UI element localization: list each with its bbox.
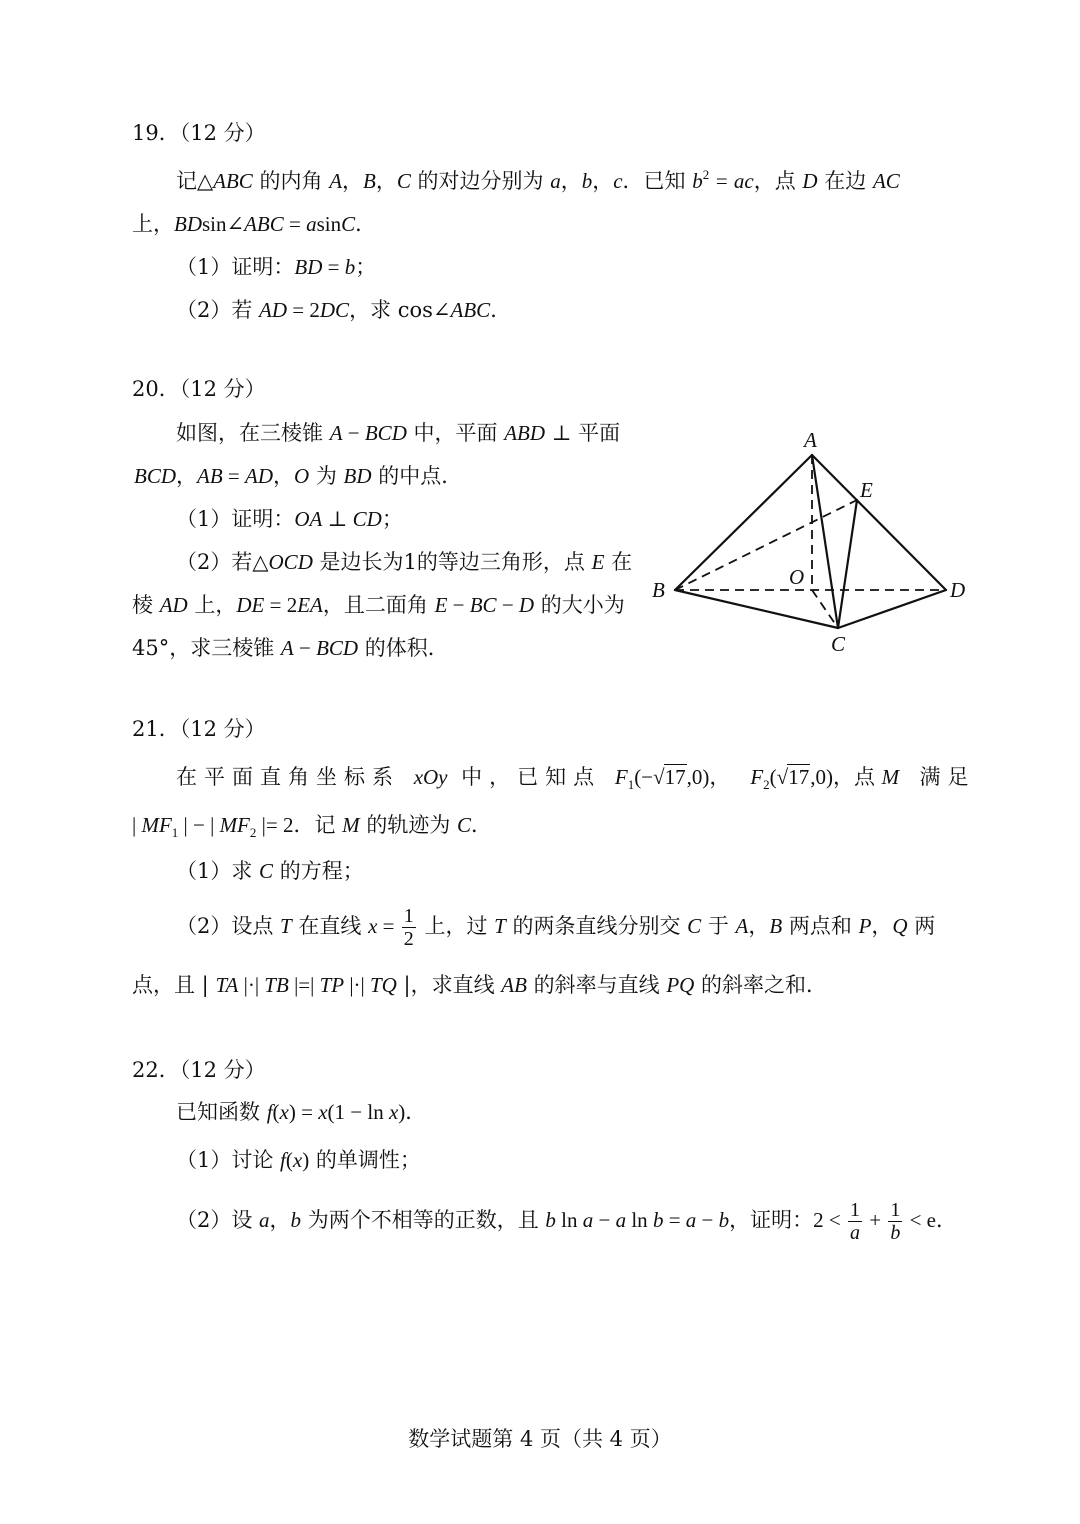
fraction-one-over-b: $\frac{1}{b}$ bbox=[890, 1199, 901, 1244]
q19-part2: （2）若 AD = 2DC，求 cos∠ABC． bbox=[176, 298, 512, 322]
label-c: C bbox=[831, 632, 846, 656]
q22-heading: 22．（12 分） bbox=[132, 1058, 266, 1082]
q20-part2-line3: 45°，求三棱锥 A − BCD 的体积． bbox=[132, 636, 449, 660]
edge-bc bbox=[675, 590, 838, 628]
q20-part1: （1）证明：OA ⊥ CD； bbox=[176, 507, 403, 531]
q20-stem-line2: BCD，AB = AD，O 为 BD 的中点． bbox=[134, 464, 463, 488]
edge-ad bbox=[812, 455, 946, 590]
q21-stem-line2: | $MF_1$ | − | $MF_2$ |= 2．记 M 的轨迹为 C． bbox=[132, 813, 493, 840]
q20-heading: 20．（12 分） bbox=[132, 377, 266, 401]
q22-part1: （1）讨论 f(x) 的单调性； bbox=[176, 1148, 421, 1172]
edge-ac bbox=[812, 455, 838, 628]
q20-part2-line1: （2）若△OCD 是边长为1的等边三角形，点 E 在 bbox=[176, 550, 633, 574]
q21-part1: （1）求 C 的方程； bbox=[176, 859, 364, 883]
label-e: E bbox=[860, 478, 873, 502]
q21-stem-line1: 在平面直角坐标系 xOy 中，已知点 $F_1(-√17,0)$， $F_2(√17,0)$，点 M 满足 bbox=[176, 765, 976, 792]
pyramid-figure bbox=[640, 420, 980, 665]
label-o: O bbox=[789, 565, 805, 589]
q21-heading: 21．（12 分） bbox=[132, 717, 266, 741]
label-b: B bbox=[652, 578, 665, 602]
q20-part2-line2: 棱 AD 上，DE = 2EA，且二面角 E − BC − D 的大小为 bbox=[132, 593, 625, 617]
q21-part2-line1: （2）设点 T 在直线 x = $\frac{1}{2}$ 上，过 T 的两条直线分别交 C 于 A，B 两点和 P，Q 两 bbox=[176, 905, 936, 950]
q19-heading: 19．（12 分） bbox=[132, 121, 266, 145]
q22-stem: 已知函数 f(x) = x(1 − ln x)． bbox=[176, 1100, 427, 1124]
edge-cd bbox=[838, 590, 946, 628]
q19-stem-line2: 上，BDsin∠ABC = asinC． bbox=[132, 212, 377, 236]
label-d: D bbox=[950, 578, 966, 602]
q22-part2: （2）设 a，b 为两个不相等的正数，且 b ln a − a ln b = a − b，证明：2 < $\frac{1}{a}$ + $\frac{1}{b}$ < e． bbox=[176, 1199, 957, 1244]
q19-part1: （1）证明：BD = b； bbox=[176, 255, 377, 279]
page-footer: 数学试题第 4 页（共 4 页） bbox=[408, 1427, 672, 1451]
label-a: A bbox=[804, 428, 817, 452]
q21-part2-line2: 点，且 | TA |·| TB |=| TP |·| TQ |，求直线 AB 的斜率与直线 PQ 的斜率之和． bbox=[132, 973, 827, 997]
fraction-one-half: $\frac{1}{2}$ bbox=[403, 905, 414, 950]
edge-ce bbox=[838, 500, 857, 628]
q20-stem-line1: 如图，在三棱锥 A − BCD 中，平面 ABD ⊥ 平面 bbox=[176, 421, 621, 445]
q19-stem-line1: 记△ABC 的内角 A，B，C 的对边分别为 a，b，c．已知 $b^2$ = ac，点 D 在边 AC bbox=[176, 167, 900, 193]
fraction-one-over-a: $\frac{1}{a}$ bbox=[849, 1199, 860, 1244]
